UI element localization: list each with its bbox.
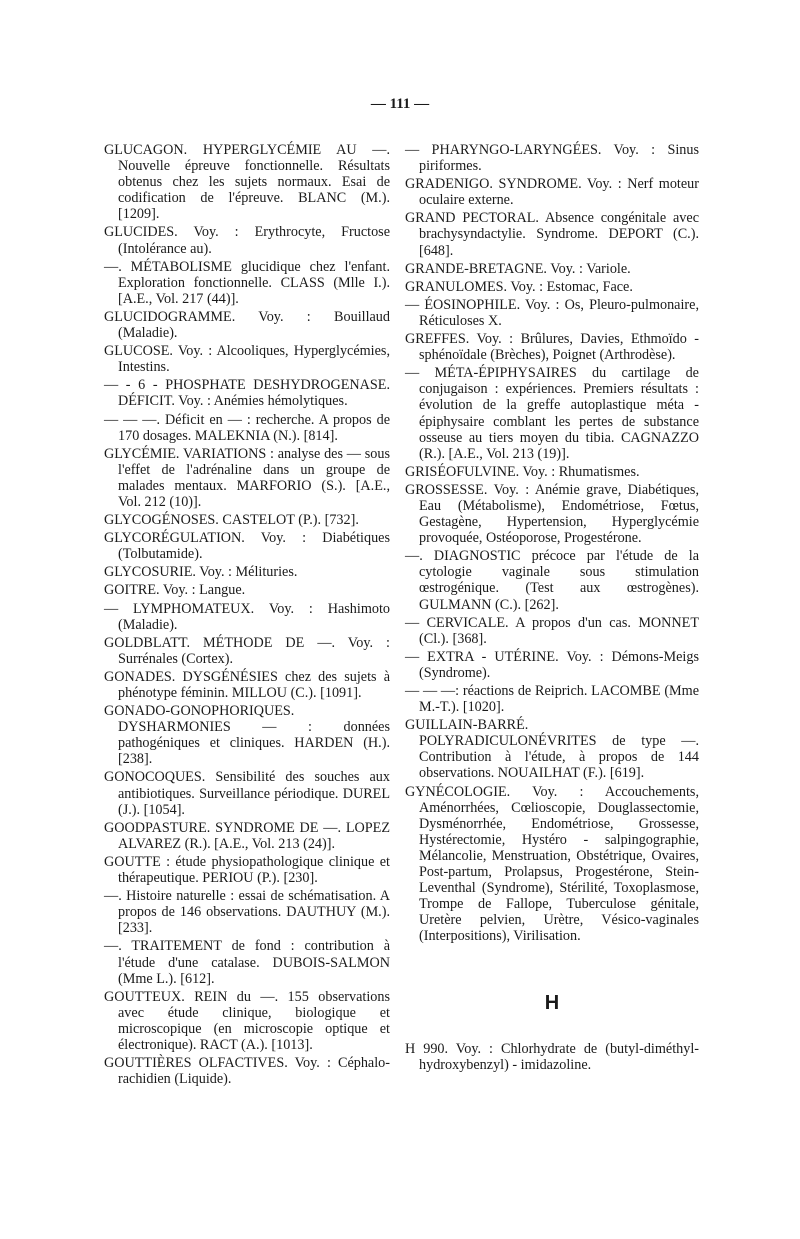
index-entry: — - 6 - PHOSPHATE DESHYDROGENASE. DÉFICIT. Voy. : Anémies hémolytiques. <box>104 377 390 410</box>
index-entry: GRISÉOFULVINE. Voy. : Rhumatismes. <box>405 463 640 480</box>
index-entry: —. TRAITEMENT de fond : contribution à l'étude d'une catalase. DUBOIS-SALMON (Mme L.). [612]. <box>104 938 390 987</box>
section-letter-heading: H <box>544 991 560 1014</box>
index-entry: GREFFES. Voy. : Brûlures, Davies, Ethmoïdo - sphénoïdale (Brèches), Poignet (Arthrodèse). <box>405 331 699 364</box>
index-entry: —. MÉTABOLISME glucidique chez l'enfant. Exploration fonctionnelle. CLASS (Mlle I.). [A.E., Vol. 217 (44)]. <box>104 258 390 307</box>
index-entry: GLUCIDOGRAMME. Voy. : Bouillaud (Maladie). <box>104 308 390 342</box>
index-entry: — EXTRA - UTÉRINE. Voy. : Démons-Meigs (Syndrome). <box>405 648 699 681</box>
index-entry: GYNÉCOLOGIE. Voy. : Accouchements, Aménorrhées, Cœlioscopie, Douglassectomie, Dysménorrhée, Endométriose, Grossesse, Hystérectomie, Hystéro - salpingographie, Mélancolie, Menstruation, Obstétrique, Ovaires, Post-partum, Prolapsus, Progestérone, Stein-Leventhal (Syndrome), Stérilité, Toxoplasmose, Trompe de Fallope, Tuberculose génitale, Uretère pelvien, Urètre, Vésico-vaginales (Interpositions), Virilisation. <box>405 783 699 945</box>
left-column <box>104 142 390 1089</box>
index-entry: — — —. Déficit en — : recherche. A propos de 170 dosages. MALEKNIA (N.). [814]. <box>104 411 390 444</box>
index-entry: GONOCOQUES. Sensibilité des souches aux antibiotiques. Surveillance périodique. DUREL (J.). [1054]. <box>104 769 390 818</box>
index-entry: — MÉTA-ÉPIPHYSAIRES du cartilage de conjugaison : expériences. Premiers résultats : évolution de la greffe autoplastique méta - épiphysaire comblant les pertes de substance osseuse au tiers moyen du tibia. CAGNAZZO (R.). [A.E., Vol. 213 (19)]. <box>405 365 699 462</box>
page-number: — 111 — <box>370 96 430 112</box>
index-entry: GLYCOGÉNOSES. CASTELOT (P.). [732]. <box>104 512 359 529</box>
index-entry: GLUCOSE. Voy. : Alcooliques, Hyperglycémies, Intestins. <box>104 343 390 376</box>
index-entry: — — —: réactions de Reiprich. LACOMBE (Mme M.-T.). [1020]. <box>405 683 699 716</box>
index-entry: GOUTTIÈRES OLFACTIVES. Voy. : Céphalo-rachidien (Liquide). <box>104 1055 390 1088</box>
index-entry: GONADO-GONOPHORIQUES. DYSHARMONIES — : données pathogéniques et cliniques. HARDEN (H.). [238]. <box>104 703 390 768</box>
index-entry: GOUTTE : étude physiopathologique clinique et thérapeutique. PERIOU (P.). [230]. <box>104 853 390 887</box>
index-entry: GUILLAIN-BARRÉ. POLYRADICULONÉVRITES de type —. Contribution à l'étude, à propos de 144 observations. NOUAILHAT (F.). [619]. <box>405 717 699 782</box>
index-entry: GRANDE-BRETAGNE. Voy. : Variole. <box>405 260 631 277</box>
index-entry: —. Histoire naturelle : essai de schématisation. A propos de 146 observations. DAUTHUY (M.). [233]. <box>104 888 390 937</box>
index-entry: GOODPASTURE. SYNDROME DE —. LOPEZ ALVAREZ (R.). [A.E., Vol. 213 (24)]. <box>104 819 390 852</box>
index-entry: GROSSESSE. Voy. : Anémie grave, Diabétiques, Eau (Métabolisme), Endométriose, Fœtus, Gestagène, Hypertension, Hyperglycémie provoquée, Ostéoporose, Progestérone. <box>405 481 699 547</box>
index-entry: GRAND PECTORAL. Absence congénitale avec brachysyndactylie. Syndrome. DEPORT (C.). [648]. <box>405 210 699 259</box>
index-entry: GLYCÉMIE. VARIATIONS : analyse des — sous l'effet de l'adrénaline dans un groupe de malades mentaux. MARFORIO (S.). [A.E., Vol. 212 (10)]. <box>104 445 390 510</box>
index-entry: —. DIAGNOSTIC précoce par l'étude de la cytologie vaginale sous stimulation œstrogénique. (Test aux œstrogènes). GULMANN (C.). [262]. <box>405 548 699 613</box>
index-entry: GLUCAGON. HYPERGLYCÉMIE AU —. Nouvelle épreuve fonctionnelle. Résultats obtenus chez les sujets normaux. Esai de codification de l'épreuve. BLANC (M.). [1209]. <box>104 142 390 223</box>
index-entry: GRADENIGO. SYNDROME. Voy. : Nerf moteur oculaire externe. <box>405 176 699 209</box>
index-entry: GRANULOMES. Voy. : Estomac, Face. <box>405 278 633 295</box>
index-entry: GOUTTEUX. REIN du —. 155 observations avec étude clinique, biologique et microscopique (en microscopie optique et électronique). RACT (A.). [1013]. <box>104 988 390 1053</box>
index-entry: GONADES. DYSGÉNÉSIES chez des sujets à phénotype féminin. MILLOU (C.). [1091]. <box>104 668 390 701</box>
index-entry: — LYMPHOMATEUX. Voy. : Hashimoto (Maladie). <box>104 600 390 633</box>
index-entry: GLUCIDES. Voy. : Erythrocyte, Fructose (Intolérance au). <box>104 224 390 257</box>
index-entry: — PHARYNGO-LARYNGÉES. Voy. : Sinus piriformes. <box>405 142 699 175</box>
index-entry: H 990. Voy. : Chlorhydrate de (butyl-diméthyl-hydroxybenzyl) - imidazoline. <box>405 1040 699 1073</box>
index-entry: GLYCOSURIE. Voy. : Mélituries. <box>104 564 298 581</box>
right-column <box>405 142 699 1075</box>
index-entry: — CERVICALE. A propos d'un cas. MONNET (Cl.). [368]. <box>405 614 699 647</box>
index-entry: — ÉOSINOPHILE. Voy. : Os, Pleuro-pulmonaire, Réticuloses X. <box>405 296 699 329</box>
index-entry: GOITRE. Voy. : Langue. <box>104 582 246 599</box>
index-entry: GLYCORÉGULATION. Voy. : Diabétiques (Tolbutamide). <box>104 530 390 563</box>
index-entry: GOLDBLATT. MÉTHODE DE —. Voy. : Surrénales (Cortex). <box>104 634 390 667</box>
